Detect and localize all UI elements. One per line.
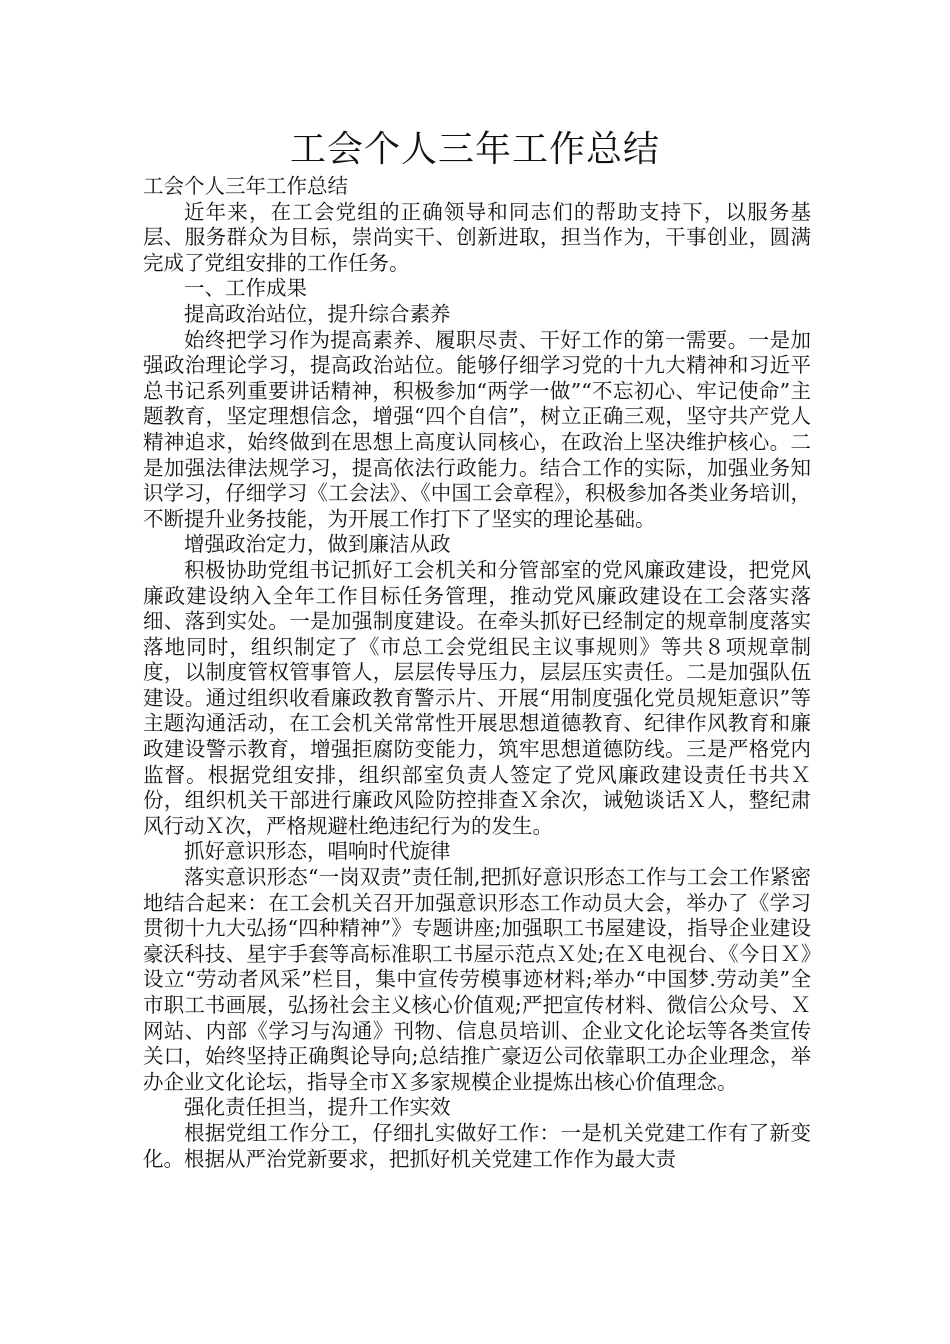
paragraph: 积极协助党组书记抓好工会机关和分管部室的党风廉政建设，把党风廉政建设纳入全年工作目标任务管理，推动党风廉政建设在工会落实落细、落到实处。一是加强制度建设。在牵头抓好已经制定的规章制度落实落地同时，组织制定了《市总工会党组民主议事规则》等共８项规章制度，以制度管权管事管人，层层传导压力，层层压实责任。二是加强队伍建设。通过组织收看廉政教育警示片、开展“用制度强化党员规矩意识”等主题沟通活动，在工会机关常常性开展思想道德教育、纪律作风教育和廉政建设警示教育，增强拒腐防变能力，筑牢思想道德防线。三是严格党内监督。根据党组安排，组织部室负责人签定了党风廉政建设责任书共Ｘ份，组织机关干部进行廉政风险防控排查Ｘ余次，诫勉谈话Ｘ人，整纪肃风行动Ｘ次，严格规避杜绝违纪行为的发生。 — [143, 557, 811, 838]
paragraph: 落实意识形态“一岗双责”责任制,把抓好意识形态工作与工会工作紧密地结合起来：在工会机关召开加强意识形态工作动员大会，举办了《学习贯彻十九大弘扬“四种精神”》专题讲座;加强职工书屋建设，指导企业建设豪沃科技、星宇手套等高标准职工书屋示范点Ｘ处;在Ｘ电视台、《今日Ｘ》设立“劳动者风采”栏目，集中宣传劳模事迹材料;举办“中国梦.劳动美”全市职工书画展，弘扬社会主义核心价值观;严把宣传材料、微信公众号、Ｘ网站、内部《学习与沟通》刊物、信息员培训、企业文化论坛等各类宣传关口，始终坚持正确舆论导向;总结推广豪迈公司依靠职工办企业理念，举办企业文化论坛，指导全市Ｘ多家规模企业提炼出核心价值理念。 — [143, 865, 811, 1094]
paragraph: 抓好意识形态，唱响时代旋律 — [184, 839, 451, 864]
document-body — [143, 174, 811, 1172]
paragraph: 提高政治站位，提升综合素养 — [184, 301, 451, 326]
document-title: 工会个人三年工作总结 — [289, 129, 660, 170]
paragraph: 增强政治定力，做到廉洁从政 — [184, 532, 451, 557]
paragraph: 近年来，在工会党组的正确领导和同志们的帮助支持下，以服务基层、服务群众为目标，崇尚实干、创新进取，担当作为，干事创业，圆满完成了党组安排的工作任务。 — [143, 199, 811, 275]
paragraph: 强化责任担当，提升工作实效 — [184, 1095, 451, 1120]
paragraph: 始终把学习作为提高素养、履职尽责、干好工作的第一需要。一是加强政治理论学习，提高政治站位。能够仔细学习党的十九大精神和习近平总书记系列重要讲话精神，积极参加“两学一做”“不忘初心、牢记使命”主题教育，坚定理想信念，增强“四个自信”，树立正确三观，坚守共产党人精神追求，始终做到在思想上高度认同核心，在政治上坚决维护核心。二是加强法律法规学习，提高依法行政能力。结合工作的实际，加强业务知识学习，仔细学习《工会法》、《中国工会章程》，积极参加各类业务培训，不断提升业务技能，为开展工作打下了坚实的理论基础。 — [143, 327, 811, 531]
paragraph: 工会个人三年工作总结 — [143, 174, 348, 198]
paragraph: 根据党组工作分工，仔细扎实做好工作：一是机关党建工作有了新变化。根据从严治党新要求，把抓好机关党建工作作为最大责 — [143, 1120, 811, 1171]
paragraph: 一、工作成果 — [184, 276, 307, 301]
